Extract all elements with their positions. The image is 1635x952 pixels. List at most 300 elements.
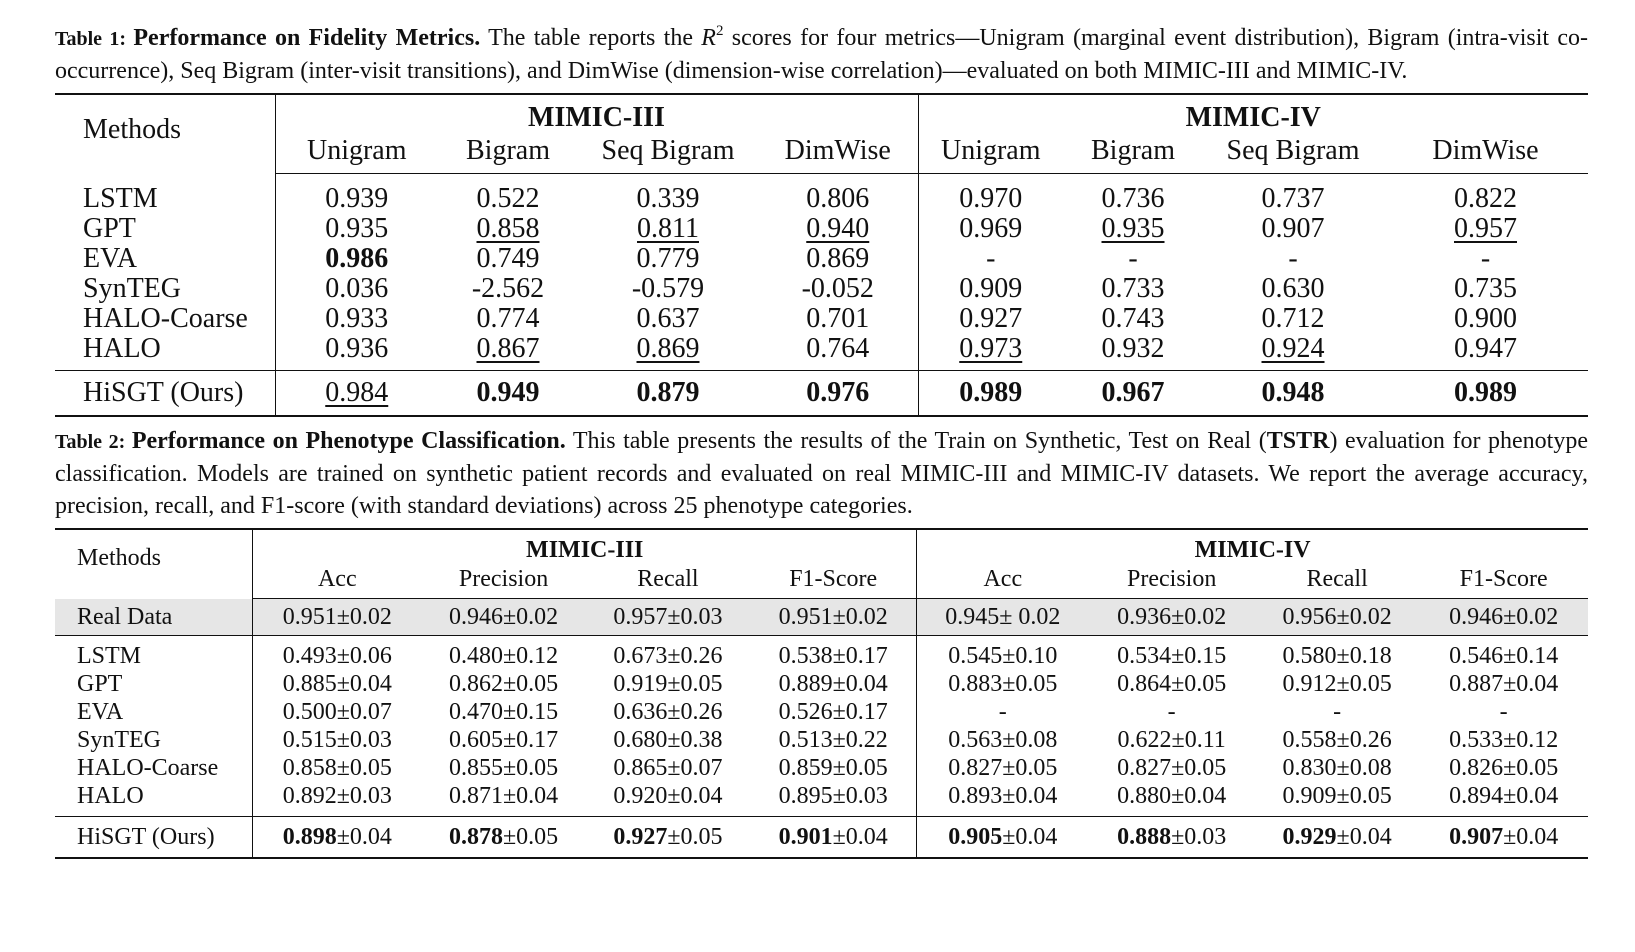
table2-title: Performance on Phenotype Classification. — [131, 428, 566, 454]
std-value: ±0.05 — [667, 824, 723, 850]
paper-page — [55, 22, 1588, 859]
std-value: ±0.04 — [1002, 824, 1058, 850]
method-cell: HALO-Coarse — [77, 755, 219, 781]
mean-value: 0.855 — [448, 755, 503, 781]
score-cell — [1419, 754, 1588, 782]
mean-value: 0.636 — [613, 699, 668, 725]
column-header: Bigram — [1063, 135, 1203, 174]
table-row — [55, 304, 1588, 334]
score-cell — [578, 334, 758, 371]
std-value: ±0.05 — [1336, 783, 1392, 809]
std-value: ±0.05 — [1336, 671, 1392, 697]
mean-value: 0.888 — [1117, 824, 1172, 850]
table-row — [55, 782, 1588, 817]
score-cell — [758, 371, 918, 417]
score-cell — [275, 244, 438, 274]
mean-value: 0.493 — [282, 643, 337, 669]
method-cell: GPT — [83, 213, 136, 244]
score-cell — [1088, 670, 1255, 698]
score-value: 0.989 — [1454, 377, 1517, 408]
score-cell — [421, 642, 585, 670]
column-header: Seq Bigram — [1203, 135, 1383, 174]
score-cell — [1063, 214, 1203, 244]
std-value: ±0.04 — [1171, 783, 1227, 809]
phenotype-classification-table — [55, 528, 1588, 859]
method-cell: SynTEG — [83, 273, 181, 304]
score-cell — [1255, 599, 1419, 636]
score-value: 0.940 — [806, 213, 870, 244]
score-cell — [917, 670, 1089, 698]
mean-value: 0.901 — [778, 824, 833, 850]
mean-value: 0.956 — [1282, 604, 1337, 630]
std-value: ±0.15 — [1171, 643, 1227, 669]
score-cell — [750, 817, 917, 859]
score-value: 0.969 — [959, 213, 1023, 244]
score-value: -2.562 — [471, 273, 545, 304]
score-cell — [1088, 817, 1255, 859]
score-cell — [1419, 698, 1588, 726]
column-header: Acc — [253, 564, 422, 599]
table1-caption: Table 1: Performance on Fidelity Metrics. The table reports the $R^2$ scores for four metrics—Unigram (marginal event distribution), Bigram (intra-visit co-occurrence), Seq Bigram (inter-visit transitions), and DimWise (dimension-wise correlation)—evaluated on both MIMIC-III and MIMIC-IV. — [55, 23, 1589, 84]
column-header: Unigram — [275, 135, 438, 174]
score-cell — [421, 726, 585, 754]
score-cell — [750, 599, 917, 636]
mean-value: 0.895 — [778, 783, 833, 809]
score-cell — [421, 817, 585, 859]
table-row — [55, 274, 1588, 304]
score-cell — [1063, 174, 1203, 215]
std-value: ±0.12 — [502, 643, 559, 669]
table1-caption-text-after: scores for four metrics—Unigram (marginal event distribution), Bigram (intra-visit co-occurrence), Seq Bigram (inter-visit transitions), and DimWise (dimension-wise correlation)—evaluated on both MIMIC-III and MIMIC-IV. — [55, 25, 1589, 84]
mean-value: 0.534 — [1117, 643, 1172, 669]
score-cell — [1203, 334, 1383, 371]
score-value: 0.735 — [1454, 273, 1517, 304]
score-value: 0.989 — [959, 377, 1023, 408]
std-value: ±0.04 — [336, 824, 392, 850]
method-cell: LSTM — [77, 643, 142, 669]
score-value: 0.939 — [325, 183, 389, 214]
score-value: 0.737 — [1261, 183, 1325, 214]
score-cell — [1063, 274, 1203, 304]
score-cell — [1383, 274, 1588, 304]
score-cell — [750, 754, 917, 782]
score-cell — [1419, 599, 1588, 636]
score-cell — [1203, 244, 1383, 274]
mean-value: 0.826 — [1449, 755, 1504, 781]
score-cell — [1063, 304, 1203, 334]
table-row — [55, 642, 1588, 670]
std-value: ±0.04 — [502, 783, 559, 809]
score-value: 0.949 — [476, 377, 540, 408]
score-cell — [275, 274, 438, 304]
score-value: 0.933 — [325, 303, 389, 334]
score-cell — [918, 371, 1063, 417]
std-value: ±0.17 — [502, 727, 559, 753]
score-value: 0.339 — [636, 183, 700, 214]
column-header: Seq Bigram — [578, 135, 758, 174]
score-cell — [917, 726, 1089, 754]
std-value: ±0.05 — [336, 755, 392, 781]
mean-value: 0.546 — [1449, 643, 1504, 669]
score-cell — [253, 817, 422, 859]
mean-value: 0.951 — [282, 604, 337, 630]
score-value: 0.749 — [476, 243, 540, 274]
score-value: 0.712 — [1261, 303, 1325, 334]
std-value: ±0.18 — [1336, 643, 1392, 669]
score-cell — [1383, 304, 1588, 334]
mean-value: 0.563 — [948, 727, 1003, 753]
std-value: ±0.12 — [1503, 727, 1559, 753]
std-value: ±0.05 — [502, 755, 559, 781]
r-symbol: R — [701, 25, 716, 51]
score-value: 0.774 — [476, 303, 540, 334]
score-cell — [1255, 698, 1419, 726]
table2-label: Table 2 — [55, 431, 119, 453]
mean-value: 0.912 — [1282, 671, 1337, 697]
mean-value: 0.883 — [948, 671, 1003, 697]
std-value: ±0.10 — [1002, 643, 1058, 669]
score-cell — [1383, 214, 1588, 244]
method-cell: HALO — [55, 334, 275, 371]
score-value: 0.986 — [325, 243, 389, 274]
score-cell — [917, 782, 1089, 817]
score-cell — [750, 670, 917, 698]
std-value: ±0.04 — [336, 671, 392, 697]
score-cell — [421, 698, 585, 726]
score-cell — [1419, 642, 1588, 670]
score-value: 0.927 — [959, 303, 1023, 334]
mean-value: 0.889 — [778, 671, 833, 697]
mean-value: 0.859 — [778, 755, 833, 781]
method-cell: HiSGT (Ours) — [83, 377, 244, 408]
std-value: ±0.14 — [1503, 643, 1559, 669]
mean-value: 0.893 — [948, 783, 1003, 809]
score-cell — [586, 782, 750, 817]
score-cell — [918, 334, 1063, 371]
group-header-mimic-iii: MIMIC-III — [275, 94, 918, 135]
score-value: 0.867 — [476, 333, 540, 364]
table1-label: Table 1 — [55, 28, 120, 50]
mean-value: 0.946 — [1449, 604, 1504, 630]
score-cell — [421, 599, 585, 636]
std-value: ±0.02 — [1336, 604, 1392, 630]
score-value: 0.907 — [1261, 213, 1325, 244]
methods-header: Methods — [77, 545, 161, 571]
column-header: Acc — [917, 564, 1089, 599]
score-cell — [438, 174, 578, 215]
score-cell — [586, 726, 750, 754]
mean-value: 0.580 — [1282, 643, 1337, 669]
method-cell: HiSGT (Ours) — [77, 824, 215, 850]
score-cell — [438, 214, 578, 244]
mean-value: 0.865 — [613, 755, 668, 781]
score-cell — [758, 244, 918, 274]
mean-value: 0.858 — [282, 755, 337, 781]
mean-value: 0.515 — [282, 727, 337, 753]
score-cell — [438, 334, 578, 371]
table-row — [55, 214, 1588, 244]
score-cell — [917, 698, 1089, 726]
mean-value: 0.871 — [448, 783, 503, 809]
score-cell — [421, 754, 585, 782]
score-cell — [917, 642, 1089, 670]
score-cell — [1383, 174, 1588, 215]
score-cell — [758, 174, 918, 215]
score-value: 0.637 — [636, 303, 700, 334]
score-value: 0.736 — [1101, 183, 1165, 214]
score-cell — [1255, 817, 1419, 859]
score-cell — [918, 304, 1063, 334]
score-cell — [1255, 726, 1419, 754]
mean-value: 0.885 — [282, 671, 337, 697]
mean-value: 0.558 — [1282, 727, 1337, 753]
std-value: ±0.08 — [1002, 727, 1058, 753]
mean-value: 0.929 — [1282, 824, 1337, 850]
column-header: Bigram — [438, 135, 578, 174]
table-row — [55, 698, 1588, 726]
r-superscript: 2 — [715, 23, 724, 39]
std-value: ±0.02 — [832, 604, 888, 630]
std-value: ±0.05 — [1171, 755, 1227, 781]
score-cell — [438, 274, 578, 304]
score-cell — [1203, 371, 1383, 417]
score-cell — [1383, 334, 1588, 371]
std-value: ±0.17 — [832, 643, 888, 669]
mean-value: 0.905 — [948, 824, 1003, 850]
std-value: ±0.26 — [667, 643, 723, 669]
score-cell — [758, 274, 918, 304]
std-value: ±0.05 — [502, 671, 559, 697]
method-cell: LSTM — [83, 182, 158, 214]
score-value: 0.973 — [959, 333, 1023, 364]
mean-value: 0.919 — [613, 671, 668, 697]
score-value: 0.869 — [806, 243, 870, 274]
score-cell — [1088, 599, 1255, 636]
mean-value: 0.545 — [948, 643, 1003, 669]
score-cell — [917, 754, 1089, 782]
std-value: ±0.04 — [1336, 824, 1392, 850]
score-cell — [1063, 334, 1203, 371]
score-cell — [253, 782, 422, 817]
group-header-mimic-iv: MIMIC-IV — [917, 529, 1588, 564]
score-cell — [438, 371, 578, 417]
method-cell: EVA — [83, 243, 137, 274]
score-cell — [578, 174, 758, 215]
score-cell — [1088, 754, 1255, 782]
std-value: ±0.06 — [336, 643, 392, 669]
score-cell — [1255, 782, 1419, 817]
column-header: F1-Score — [1419, 564, 1588, 599]
mean-value: 0.880 — [1117, 783, 1172, 809]
score-cell — [438, 244, 578, 274]
score-cell — [275, 174, 438, 215]
score-value: 0.976 — [806, 377, 870, 408]
std-value: ±0.05 — [1171, 671, 1227, 697]
score-cell — [586, 670, 750, 698]
std-value: ±0.26 — [667, 699, 723, 725]
std-value: ±0.03 — [667, 604, 723, 630]
score-value: 0.522 — [476, 183, 540, 214]
score-value: 0.957 — [1454, 213, 1517, 244]
method-cell: Real Data — [55, 599, 253, 636]
std-value: ±0.22 — [832, 727, 888, 753]
mean-value: 0.898 — [282, 824, 337, 850]
score-cell — [586, 642, 750, 670]
score-cell — [578, 304, 758, 334]
table2-caption-text-before: This table presents the results of the Train on Synthetic, Test on Real ( — [572, 428, 1267, 454]
score-value: 0.935 — [1101, 213, 1165, 244]
score-cell — [578, 274, 758, 304]
score-cell — [1419, 726, 1588, 754]
score-value: 0.984 — [325, 377, 389, 408]
score-value: 0.909 — [959, 273, 1023, 304]
score-cell — [918, 274, 1063, 304]
mean-value: 0.526 — [778, 699, 833, 725]
mean-value: 0.936 — [1117, 604, 1172, 630]
std-value: ±0.03 — [336, 783, 392, 809]
score-cell — [578, 214, 758, 244]
mean-value: 0.830 — [1282, 755, 1337, 781]
score-value: 0.743 — [1101, 303, 1165, 334]
mean-value: - — [1333, 699, 1342, 725]
std-value: ±0.05 — [1002, 755, 1058, 781]
std-value: ±0.02 — [502, 604, 559, 630]
mean-value: 0.945 — [945, 604, 1000, 630]
mean-value: - — [1499, 699, 1508, 725]
std-value: ±0.04 — [667, 783, 723, 809]
score-cell — [253, 599, 422, 636]
std-value: ±0.04 — [832, 824, 888, 850]
table-row — [55, 754, 1588, 782]
score-cell — [586, 599, 750, 636]
score-value: 0.869 — [636, 333, 700, 364]
std-value: ±0.11 — [1171, 727, 1226, 753]
mean-value: 0.480 — [448, 643, 503, 669]
score-cell — [1203, 214, 1383, 244]
score-cell — [275, 334, 438, 371]
std-value: ±0.04 — [1503, 671, 1559, 697]
std-value: ±0.02 — [1171, 604, 1227, 630]
score-cell — [578, 371, 758, 417]
std-value: ±0.03 — [832, 783, 888, 809]
mean-value: 0.927 — [613, 824, 668, 850]
std-value: ±0.02 — [336, 604, 392, 630]
score-value: 0.947 — [1454, 333, 1517, 364]
score-value: 0.932 — [1101, 333, 1165, 364]
score-cell — [1088, 726, 1255, 754]
mean-value: 0.538 — [778, 643, 833, 669]
score-value: 0.701 — [806, 303, 870, 334]
score-cell — [253, 670, 422, 698]
mean-value: 0.862 — [448, 671, 503, 697]
mean-value: 0.827 — [948, 755, 1003, 781]
std-value: ±0.05 — [1002, 671, 1058, 697]
tstr-term: TSTR — [1266, 428, 1330, 454]
score-cell — [918, 174, 1063, 215]
score-value: - — [1128, 243, 1138, 274]
method-cell: SynTEG — [77, 727, 161, 753]
score-cell — [586, 698, 750, 726]
score-value: 0.806 — [806, 183, 870, 214]
table2-caption: Table 2: Performance on Phenotype Classification. This table presents the results of the Train on Synthetic, Test on Real (TSTR) evaluation for phenotype classification. Models are trained on synthetic patient records and evaluated on real MIMIC-III and MIMIC-IV datasets. We report the average accuracy, precision, recall, and F1-score (with standard deviations) across 25 phenotype categories. — [55, 428, 1588, 519]
score-cell — [1255, 642, 1419, 670]
column-header: Recall — [586, 564, 750, 599]
mean-value: 0.878 — [448, 824, 503, 850]
std-value: ±0.02 — [1503, 604, 1559, 630]
column-header: DimWise — [1383, 135, 1588, 174]
std-value: ±0.07 — [336, 699, 392, 725]
score-cell — [1383, 244, 1588, 274]
column-header: F1-Score — [750, 564, 917, 599]
score-value: 0.970 — [959, 183, 1023, 214]
score-cell — [1255, 754, 1419, 782]
score-cell — [1383, 371, 1588, 417]
score-value: 0.779 — [636, 243, 700, 274]
score-value: 0.036 — [325, 273, 389, 304]
score-cell — [758, 334, 918, 371]
score-cell — [1419, 670, 1588, 698]
score-value: 0.935 — [325, 213, 389, 244]
score-value: 0.967 — [1101, 377, 1165, 408]
column-header: Precision — [421, 564, 585, 599]
std-value: ±0.03 — [1171, 824, 1227, 850]
mean-value: 0.957 — [613, 604, 668, 630]
score-cell — [1063, 244, 1203, 274]
std-value: ±0.07 — [667, 755, 723, 781]
fidelity-metrics-table — [55, 93, 1588, 417]
std-value: ±0.26 — [1336, 727, 1392, 753]
std-value: ±0.38 — [667, 727, 723, 753]
table-row — [55, 371, 1588, 417]
mean-value: 0.909 — [1282, 783, 1337, 809]
score-value: -0.052 — [801, 273, 874, 304]
score-cell — [275, 304, 438, 334]
score-value: - — [1480, 243, 1491, 274]
std-value: ±0.04 — [832, 671, 888, 697]
table2-caption-text-after: ) evaluation for phenotype classification. Models are trained on synthetic patient records and evaluated on real MIMIC-III and MIMIC-IV datasets. We report the average accuracy, precision, recall, and F1-score (with standard deviations) across 25 phenotype categories. — [55, 428, 1588, 519]
score-cell — [586, 817, 750, 859]
score-cell — [253, 698, 422, 726]
mean-value: 0.470 — [448, 699, 503, 725]
table-row — [55, 599, 1588, 636]
score-cell — [750, 782, 917, 817]
std-value: ±0.05 — [667, 671, 723, 697]
score-cell — [1255, 670, 1419, 698]
score-cell — [1203, 304, 1383, 334]
score-cell — [1419, 817, 1588, 859]
mean-value: 0.951 — [778, 604, 833, 630]
mean-value: 0.827 — [1117, 755, 1172, 781]
mean-value: 0.892 — [282, 783, 337, 809]
score-cell — [438, 304, 578, 334]
score-cell — [253, 642, 422, 670]
score-value: 0.811 — [637, 213, 699, 244]
column-header: Recall — [1255, 564, 1419, 599]
table1-caption-text-before: The table reports the — [488, 25, 693, 51]
table-row — [55, 334, 1588, 371]
mean-value: 0.605 — [448, 727, 503, 753]
method-cell: HALO-Coarse — [83, 303, 248, 334]
score-cell — [275, 214, 438, 244]
column-header: Precision — [1088, 564, 1255, 599]
std-value: ±0.04 — [1002, 783, 1058, 809]
mean-value: 0.673 — [613, 643, 668, 669]
score-cell — [1203, 274, 1383, 304]
mean-value: 0.864 — [1117, 671, 1172, 697]
score-value: 0.822 — [1454, 183, 1517, 214]
mean-value: 0.622 — [1117, 727, 1172, 753]
score-cell — [1203, 174, 1383, 215]
